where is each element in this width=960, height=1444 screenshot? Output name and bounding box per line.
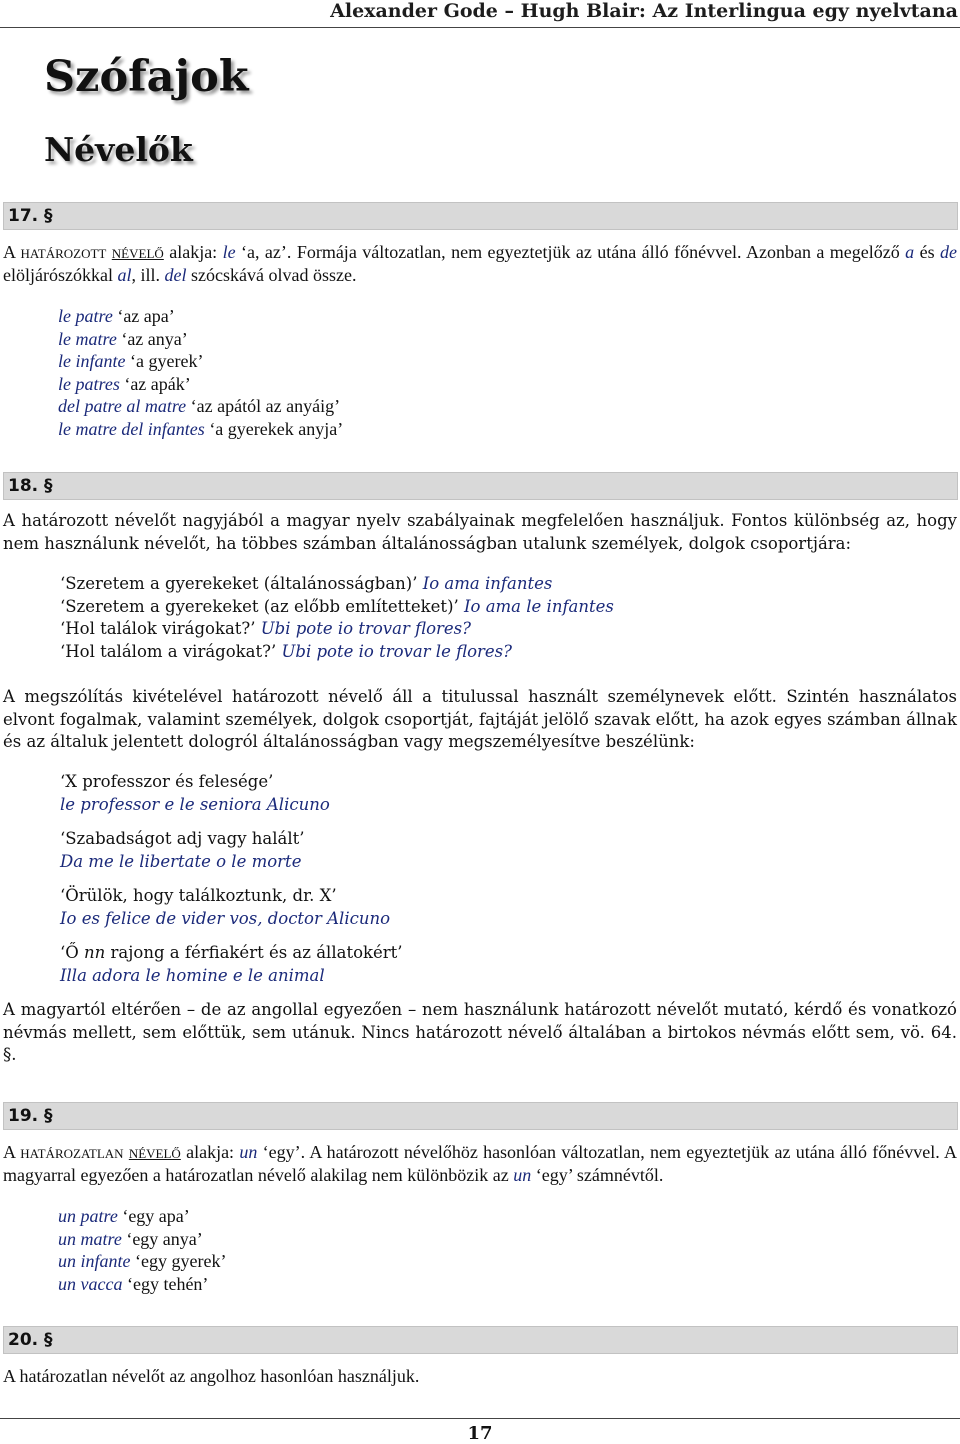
hu-text: ‘az apától az anyáig’ xyxy=(186,396,341,417)
header-rule xyxy=(0,27,960,28)
s18-paragraph-1: A határozott névelőt nagyjából a magyar nyelv szabályainak megfelelően használjuk. Fontos különbség az, hogy nem használunk névelőt, ha többes számban általánosságban utalunk személyek, dolgok csoportjára: xyxy=(3,511,957,553)
text: rajong a férfiakért és az állatokért’ xyxy=(105,943,403,962)
ia-text: le patres xyxy=(58,373,120,394)
hu-text: ‘Örülök, hogy találkoztunk, dr. X’ xyxy=(60,886,337,905)
ia-word: un xyxy=(513,1164,532,1185)
term-small-caps: határozatlan xyxy=(20,1142,124,1162)
example-line xyxy=(58,305,343,328)
text: és xyxy=(914,242,941,262)
example-line xyxy=(58,1228,226,1251)
example-line xyxy=(60,641,614,664)
hu-text: ‘az anya’ xyxy=(116,328,188,349)
text: alakja: xyxy=(180,1142,240,1162)
s19-example-list xyxy=(58,1205,226,1295)
example-line xyxy=(58,328,343,351)
example-line xyxy=(58,1273,226,1296)
ia-text: un matre xyxy=(58,1228,122,1249)
example-line xyxy=(60,573,614,596)
hu-text: ‘Szeretem a gyerekeket (az előbb említetteket)’ xyxy=(60,596,464,616)
hu-text: ‘az apák’ xyxy=(119,373,191,394)
hu-text: ‘egy anya’ xyxy=(121,1228,203,1249)
term-small-caps: határozott xyxy=(20,242,107,262)
ia-word: al xyxy=(117,264,132,285)
ia-text: le professor e le seniora Alicuno xyxy=(60,794,330,814)
hu-text: ‘az apa’ xyxy=(112,306,175,326)
ia-text: del patre al matre xyxy=(58,396,187,417)
ia-word: del xyxy=(164,264,187,285)
s18-example-pairs xyxy=(60,771,403,999)
ia-word: de xyxy=(940,242,958,262)
ia-word: le xyxy=(222,242,236,262)
ia-text: le matre del infantes xyxy=(58,418,205,439)
example-pair xyxy=(60,885,403,930)
ia-text: Da me le libertate o le morte xyxy=(60,851,302,871)
text: , ill. xyxy=(131,264,165,285)
hu-text: ‘egy tehén’ xyxy=(122,1273,209,1294)
text: alakja: xyxy=(163,242,223,262)
hu-text: ‘egy apa’ xyxy=(117,1206,190,1226)
hu-text: ‘Szabadságot adj vagy halált’ xyxy=(60,829,305,848)
hu-text xyxy=(60,942,403,965)
s17-paragraph xyxy=(3,241,957,286)
section-label: 20. § xyxy=(8,1330,53,1350)
ia-text: Io ama infantes xyxy=(422,574,553,593)
example-pair xyxy=(60,828,403,873)
example-line xyxy=(58,418,343,441)
s18-example-list xyxy=(60,573,614,663)
hu-text: ‘egy gyerek’ xyxy=(130,1251,227,1272)
ia-text: un patre xyxy=(58,1206,118,1226)
text: elöljárószókkal xyxy=(3,264,118,285)
ia-text: Ubi pote io trovar flores? xyxy=(260,619,471,638)
section-bar-18 xyxy=(3,472,958,500)
example-line xyxy=(58,373,343,396)
ia-text: le matre xyxy=(58,328,117,349)
example-line xyxy=(58,350,343,373)
section-label: 19. § xyxy=(8,1106,53,1126)
ia-word: un xyxy=(239,1142,258,1162)
text: ‘Ő xyxy=(60,943,85,962)
ia-word: a xyxy=(905,242,915,262)
s18-paragraph-2: A megszólítás kivételével határozott névelő áll a titulussal használt személynevek előtt. Szintén használatos elvont fogalmak, valamint személyek, dolgok csoportját, fajtáját jelölő szavak előtt, ha azok egyes számban állnak és az általuk jelentett dologról általánosságban vagy megszemélyesítve beszélünk: xyxy=(3,687,957,751)
section-bar-20 xyxy=(3,1326,958,1354)
page-number: 17 xyxy=(467,1423,493,1444)
example-line xyxy=(58,395,343,418)
term-small-caps: névelő xyxy=(111,242,164,262)
section-label: 17. § xyxy=(8,206,53,226)
s19-paragraph xyxy=(3,1141,957,1186)
example-line xyxy=(58,1205,226,1228)
hu-text: ‘Szeretem a gyerekeket (általánosságban)’ xyxy=(60,574,423,593)
chapter-heading: Szófajok xyxy=(44,52,249,102)
text: ‘egy’ számnévtől. xyxy=(531,1164,664,1185)
hu-text: ‘Hol találom a virágokat?’ xyxy=(60,641,282,661)
ia-text: un vacca xyxy=(58,1273,123,1294)
example-line xyxy=(60,618,614,641)
footer-rule xyxy=(0,1418,960,1419)
text: szócskává olvad össze. xyxy=(186,264,357,285)
example-line xyxy=(58,1250,226,1273)
hu-text: ‘Hol találok virágokat?’ xyxy=(60,619,261,638)
text: ‘egy’. A határozott névelőhöz hasonlóan változatlan, nem egyeztetjük az utána álló főnévvel. A magyarral egyezően a határozatlan névelő alakilag nem különbözik az xyxy=(3,1142,957,1185)
s17-example-list xyxy=(58,305,343,441)
ia-text: un infante xyxy=(58,1251,131,1272)
running-header: Alexander Gode – Hugh Blair: Az Interlingua egy nyelvtana xyxy=(330,0,958,22)
subchapter-heading: Névelők xyxy=(44,130,193,169)
text: A xyxy=(3,1142,21,1162)
hu-text: ‘X professzor és felesége’ xyxy=(60,772,274,791)
hu-text: ‘a gyerekek anyja’ xyxy=(204,418,344,439)
section-label: 18. § xyxy=(8,476,53,496)
text: ‘a, az’. Formája változatlan, nem egyeztetjük az utána álló főnévvel. Azonban a megelőző xyxy=(235,242,906,262)
s18-paragraph-3: A magyartól eltérően – de az angollal egyezően – nem használunk határozott névelőt mutató, kérdő és vonatkozó névmás mellett, sem előttük, sem utánuk. Nincs határozott névelő általában a birtokos névmás előtt sem, vö. 64. §. xyxy=(3,1000,957,1064)
ia-text: Illa adora le homine e le animal xyxy=(60,965,325,985)
ia-text: Io es felice de vider vos, doctor Alicuno xyxy=(60,908,391,928)
ia-text: Io ama le infantes xyxy=(464,596,614,616)
example-line xyxy=(60,596,614,619)
section-bar-17 xyxy=(3,202,958,230)
section-bar-19 xyxy=(3,1102,958,1130)
term-small-caps: névelő xyxy=(128,1142,181,1162)
ia-text: le patre xyxy=(58,306,113,326)
example-pair xyxy=(60,942,403,987)
text: A xyxy=(3,242,21,262)
ia-text: Ubi pote io trovar le flores? xyxy=(281,641,513,661)
example-pair xyxy=(60,771,403,816)
ia-text: le infante xyxy=(58,351,126,372)
s20-paragraph: A határozatlan névelőt az angolhoz hasonlóan használjuk. xyxy=(3,1366,420,1386)
text-italic: nn xyxy=(84,943,106,962)
hu-text: ‘a gyerek’ xyxy=(125,351,204,372)
